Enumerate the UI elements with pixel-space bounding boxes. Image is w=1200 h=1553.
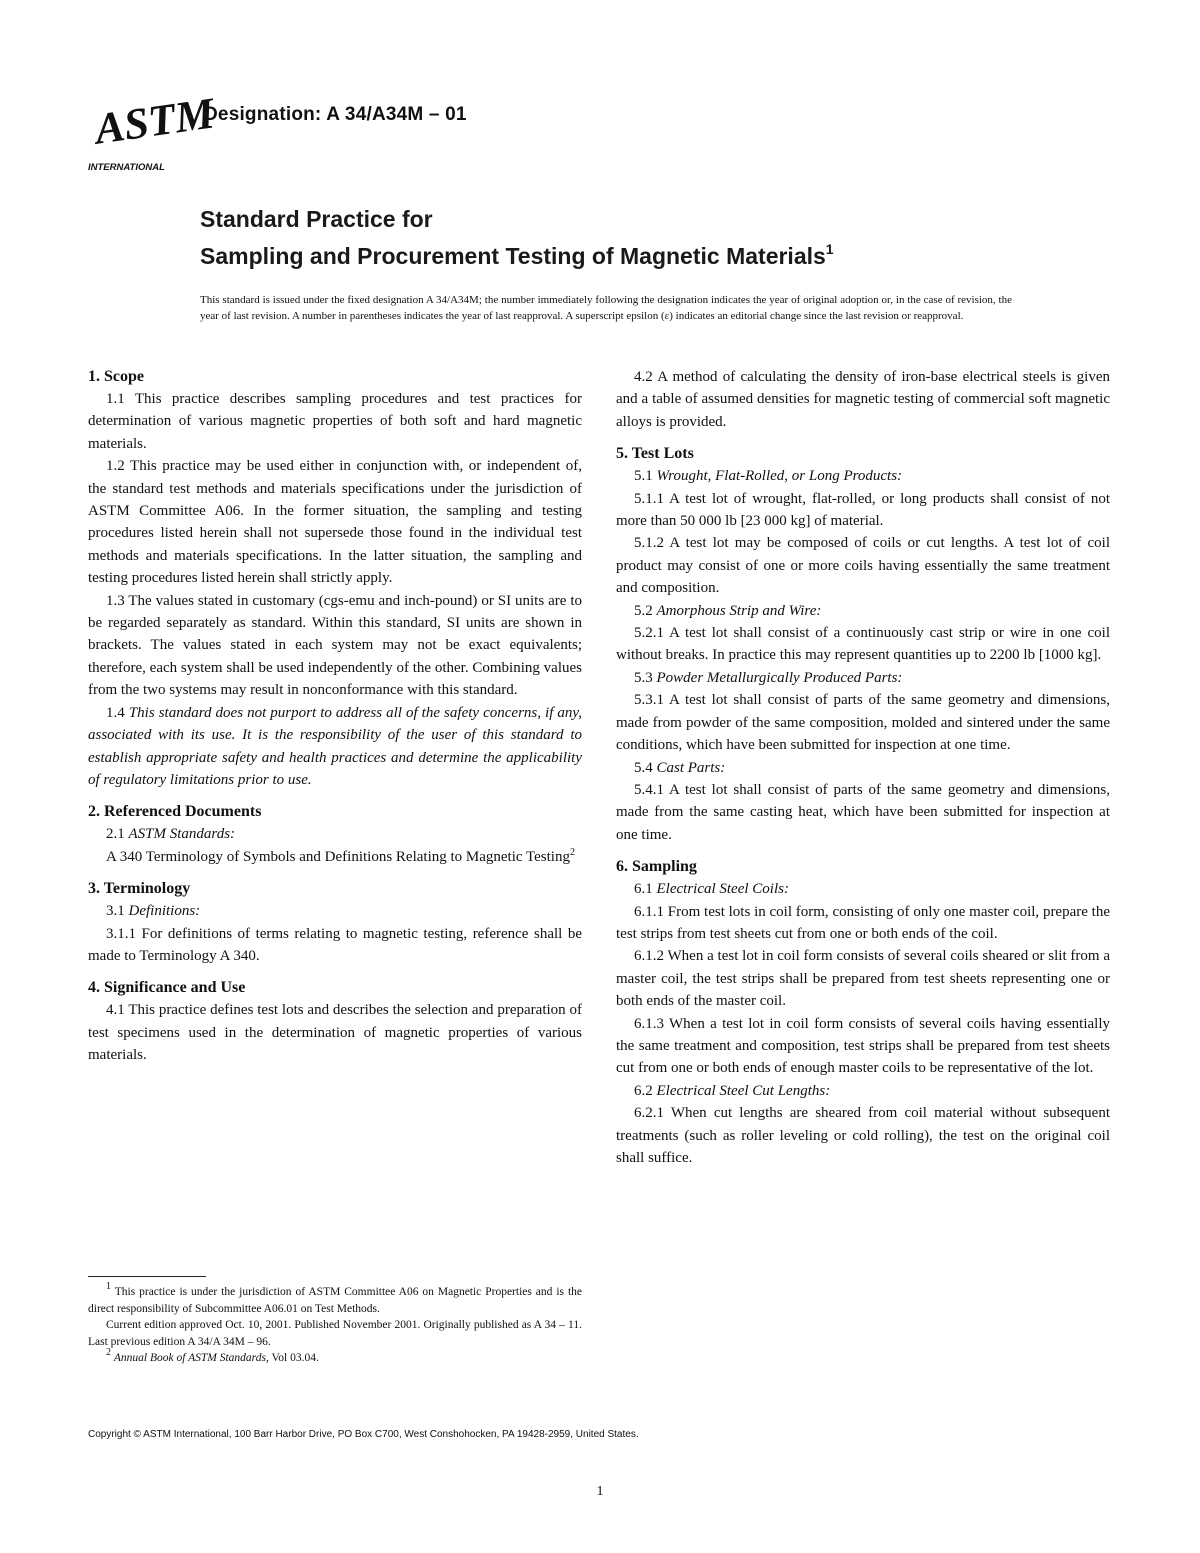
para-5-4-number: 5.4 (634, 759, 657, 776)
section-5-heading: 5. Test Lots (616, 445, 694, 463)
para-1-4-number: 1.4 (106, 704, 129, 721)
footnote-1-edition: Current edition approved Oct. 10, 2001. Published November 2001. Originally published as A 34 – 11. Last previous edition A 34/A 34M – 96. (88, 1319, 582, 1348)
para-1-4-text: This standard does not purport to address all of the safety concerns, if any, associated with its use. It is the responsibility of the user of this standard to establish appropriate safety and health practices and determine the applicability of regulatory limitations prior to use. (88, 704, 583, 788)
para-5-1-1: 5.1.1 A test lot of wrought, flat-rolled, or long products shall consist of not more than 50 000 lb [23 000 kg] of material. (616, 490, 1110, 530)
section-4-heading: 4. Significance and Use (88, 979, 246, 997)
left-column (88, 366, 582, 1067)
para-4-1: 4.1 This practice defines test lots and describes the selection and preparation of test specimens used in the determination of magnetic properties of various materials. (88, 1002, 582, 1064)
para-5-3 (616, 667, 1110, 689)
para-6-1-2: 6.1.2 When a test lot in coil form consists of several coils sheared or slit from a master coil, the test strips shall be prepared from test sheets representing one or both ends of the master coil. (616, 948, 1110, 1010)
footnote-2-rest: , Vol 03.04. (265, 1352, 319, 1365)
page-number: 1 (596, 1484, 604, 1499)
para-5-2-text: Amorphous Strip and Wire: (656, 602, 822, 619)
footnote-1-text: This practice is under the jurisdiction of ASTM Committee A06 on Magnetic Properties and is the direct responsibility of Subcommittee A06.01 on Test Methods. (88, 1286, 582, 1315)
para-1-1: 1.1 This practice describes sampling procedures and test practices for determination of various magnetic properties of both soft and hard magnetic materials. (88, 391, 582, 452)
para-2-1 (88, 823, 582, 845)
footnote-2-title: Annual Book of ASTM Standards (113, 1352, 266, 1365)
section-6-heading: 6. Sampling (616, 858, 697, 876)
para-5-1 (616, 465, 1110, 487)
para-6-2-number: 6.2 (634, 1082, 657, 1099)
para-5-1-number: 5.1 (634, 468, 657, 485)
copyright-notice: Copyright © ASTM International, 100 Barr Harbor Drive, PO Box C700, West Conshohocken, PA 19428-2959, United States. (88, 1429, 639, 1440)
title-line-1: Standard Practice for (200, 206, 433, 232)
para-6-1 (616, 878, 1110, 900)
para-5-2-1: 5.2.1 A test lot shall consist of a continuously cast strip or wire in one coil without breaks. In practice this may represent quantities up to 2200 lb [1000 kg]. (616, 625, 1110, 664)
para-5-1-2: 5.1.2 A test lot may be composed of coils or cut lengths. A test lot of coil product may consist of one or more coils having essentially the same treatment and composition. (616, 535, 1110, 597)
para-5-3-1: 5.3.1 A test lot shall consist of parts of the same geometry and dimensions, made from powder of the same composition, molded and sintered under the same conditions, which have been submitted for inspection at one time. (616, 692, 1110, 754)
para-6-1-3: 6.1.3 When a test lot in coil form consists of several coils having essentially the same treatment and composition, test strips shall be prepared from test sheets cut from one or both ends of enough master coils to be representative of the lot. (616, 1015, 1110, 1077)
para-6-1-1: 6.1.1 From test lots in coil form, consisting of only one master coil, prepare the test strips from test sheets cut from one or both ends of the coil. (616, 903, 1110, 942)
para-5-3-text: Powder Metallurgically Produced Parts: (656, 669, 903, 686)
para-1-2: 1.2 This practice may be used either in conjunction with, or independent of, the standard test methods and materials specifications under the jurisdiction of ASTM Committee A06. In the former situation, the sampling and testing procedures listed herein shall not supersede those found in the individual test methods and materials specifications. In the latter situation, the sampling and testing procedures listed herein shall strictly apply. (88, 458, 582, 587)
para-2-1-number: 2.1 (106, 826, 129, 843)
para-5-3-number: 5.3 (634, 669, 657, 686)
para-5-4-1: 5.4.1 A test lot shall consist of parts of the same geometry and dimensions, made from the same casting heat, which have been submitted for inspection at one time. (616, 781, 1110, 843)
right-column (616, 366, 1110, 1169)
title-line-2 (200, 233, 834, 272)
para-5-2-number: 5.2 (634, 602, 657, 619)
para-3-1-number: 3.1 (106, 903, 129, 920)
para-6-1-text: Electrical Steel Coils: (656, 881, 789, 898)
title-main: Sampling and Procurement Testing of Magnetic Materials (200, 243, 826, 269)
title-block (200, 205, 834, 272)
para-6-2-1: 6.2.1 When cut lengths are sheared from coil material without subsequent treatments (such as roller leveling or cold rolling), the test on the original coil shall suffice. (616, 1105, 1110, 1166)
reference-a340-text: A 340 Terminology of Symbols and Definitions Relating to Magnetic Testing (106, 848, 570, 865)
para-3-1-text: Definitions: (128, 903, 201, 920)
para-2-1-text: ASTM Standards: (128, 826, 236, 843)
para-1-3: 1.3 The values stated in customary (cgs-emu and inch-pound) or SI units are to be regarded separately as standard. Within this standard, SI units are shown in brackets. The values stated in each system may not be exact equivalents; therefore, each system shall be used independently of the other. Combining values from the two systems may result in nonconformance with this standard. (88, 592, 582, 699)
reference-a340-footnote-mark: 2 (569, 846, 575, 858)
astm-logo (88, 88, 218, 174)
issue-note: This standard is issued under the fixed designation A 34/A34M; the number immediately following the designation indicates the year of original adoption or, in the case of revision, the year of last revision. A number in parentheses indicates the year of last reapproval. A superscript epsilon (ε) indicates an editorial change since the last revision or reapproval. (200, 294, 1012, 323)
para-6-1-number: 6.1 (634, 881, 657, 898)
reference-a340 (106, 846, 582, 868)
para-5-4 (616, 757, 1110, 779)
footnote-2-mark: 2 (106, 1347, 111, 1359)
para-1-4 (88, 702, 582, 792)
designation: Designation: A 34/A34M – 01 (204, 104, 467, 125)
footnote-1-mark: 1 (106, 1281, 111, 1292)
section-2-heading: 2. Referenced Documents (88, 803, 262, 821)
title-footnote-mark: 1 (825, 241, 834, 257)
footnote-divider (88, 1276, 206, 1277)
footnote-2 (88, 1347, 582, 1367)
para-4-2: 4.2 A method of calculating the density of iron-base electrical steels is given and a table of assumed densities for magnetic testing of commercial soft magnetic alloys is provided. (616, 369, 1110, 430)
para-6-2-text: Electrical Steel Cut Lengths: (656, 1082, 831, 1099)
para-5-4-text: Cast Parts: (656, 759, 726, 776)
footnote-1 (88, 1281, 582, 1317)
section-1-heading: 1. Scope (88, 368, 144, 385)
logo-subtitle: INTERNATIONAL (88, 162, 165, 173)
para-3-1 (88, 900, 582, 922)
para-5-1-text: Wrought, Flat-Rolled, or Long Products: (656, 468, 903, 485)
logo-wordmark: ASTM (91, 88, 218, 154)
footnotes (88, 1281, 582, 1367)
para-3-1-1: 3.1.1 For definitions of terms relating to magnetic testing, reference shall be made to Terminology A 340. (88, 925, 582, 964)
para-6-2 (616, 1080, 1110, 1102)
para-5-2 (616, 600, 1110, 622)
section-3-heading: 3. Terminology (88, 880, 191, 898)
